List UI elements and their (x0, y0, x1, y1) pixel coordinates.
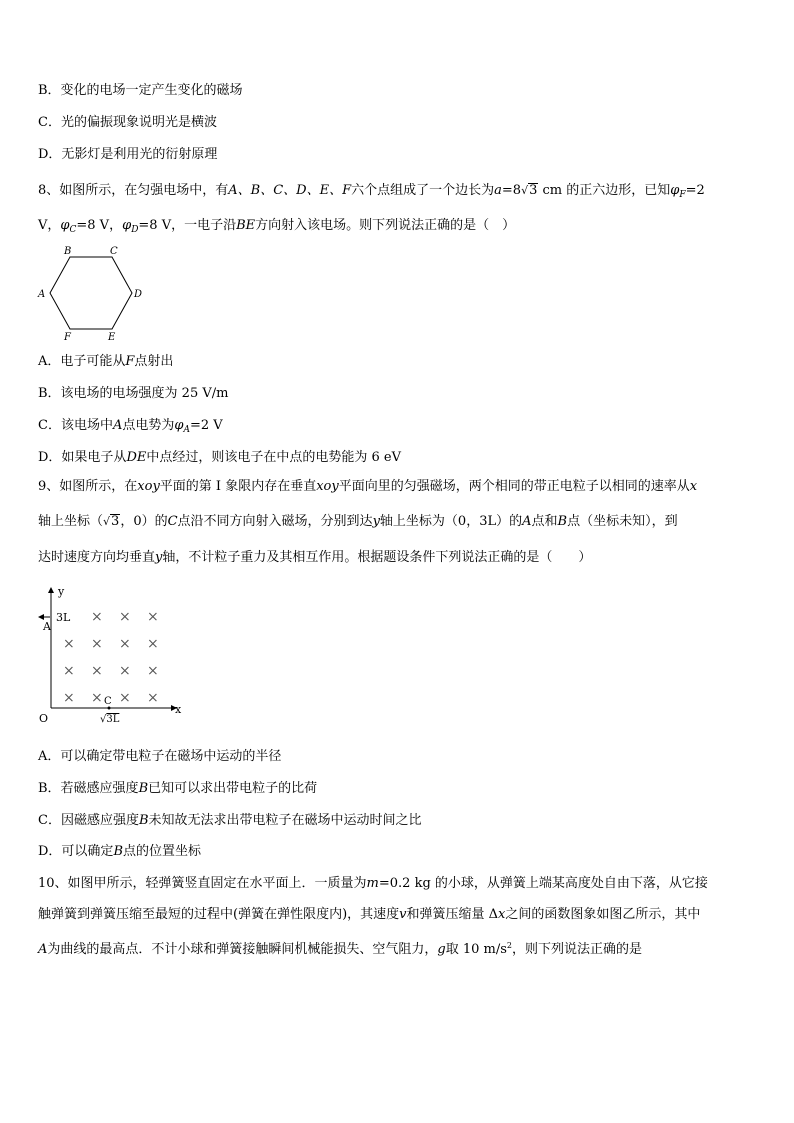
label-sqrt3l: √3L (100, 714, 120, 725)
field-cross: × (91, 609, 103, 625)
q8-option-d: D．如果电子从DE中点经过，则该电子在中点的电势能为 6 eV (38, 450, 401, 465)
field-cross: × (119, 663, 131, 679)
hexagon-figure (34, 240, 152, 346)
q9-stem-line1: 9、如图所示，在xoy平面的第 I 象限内存在垂直xoy平面向里的匀强磁场，两个相同的带正电粒子以相同的速率从x (38, 479, 698, 494)
q9-option-d: D．可以确定B点的位置坐标 (38, 844, 202, 859)
field-cross: × (63, 636, 75, 652)
field-cross: × (63, 663, 75, 679)
label-3l: 3L (56, 611, 71, 624)
q9-option-c: C．因磁感应强度B未知故无法求出带电粒子在磁场中运动时间之比 (38, 813, 422, 828)
field-cross: × (147, 663, 159, 679)
q8-stem-line2: V，$\varphi_C=8$ V，$\varphi_D=8$ V，一电子沿BE方向射入该电场。则下列说法正确的是（ ） (38, 218, 516, 235)
field-cross: × (119, 636, 131, 652)
magnetic-field-figure (36, 580, 196, 730)
hex-label-e: E (108, 332, 116, 343)
field-cross: × (91, 663, 103, 679)
field-cross: × (147, 609, 159, 625)
q7-option-b: B．变化的电场一定产生变化的磁场 (38, 83, 243, 98)
q10-stem-line2: 触弹簧到弹簧压缩至最短的过程中(弹簧在弹性限度内)，其速度v和弹簧压缩量 Δx之间的函数图象如图乙所示，其中 (38, 907, 701, 922)
field-cross: × (63, 690, 75, 706)
hex-label-f: F (64, 332, 71, 343)
field-cross: × (147, 690, 159, 706)
field-cross: × (119, 690, 131, 706)
field-cross: × (91, 636, 103, 652)
q9-option-a: A．可以确定带电粒子在磁场中运动的半径 (38, 749, 282, 764)
x-axis-label: x (175, 703, 182, 716)
point-c-label: C (104, 696, 112, 707)
q8-option-a: A．电子可能从F点射出 (38, 354, 174, 369)
hex-label-a: A (38, 289, 46, 300)
q8-stem-line1: 8、如图所示，在匀强电场中，有A、B、C、D、E、F六个点组成了一个边长为a=8√3 cm 的正六边形，已知$\varphi_F=2$ (38, 183, 705, 200)
q7-option-c: C．光的偏振现象说明光是横波 (38, 115, 217, 130)
point-a-label: A (43, 620, 51, 633)
q9-stem-line3: 达时速度方向均垂直y轴，不计粒子重力及其相互作用。根据题设条件下列说法正确的是（ ） (38, 550, 592, 565)
field-cross: × (147, 636, 159, 652)
hex-label-b: B (64, 246, 72, 257)
hex-label-c: C (110, 246, 118, 257)
q10-stem-line3: A为曲线的最高点．不计小球和弹簧接触瞬间机械能损失、空气阻力，g取 10 $m/s^2$，则下列说法正确的是 (38, 941, 643, 957)
y-axis-label: y (58, 585, 65, 598)
q9-option-b: B．若磁感应强度B已知可以求出带电粒子的比荷 (38, 781, 318, 796)
hex-label-d: D (134, 289, 143, 300)
field-cross: × (91, 690, 103, 706)
origin-label: O (39, 712, 49, 725)
q8-option-b: B．该电场的电场强度为 25 V/m (38, 386, 229, 401)
magnetic-field-crosses (63, 609, 159, 706)
q10-stem-line1: 10、如图甲所示，轻弹簧竖直固定在水平面上．一质量为m=0.2 kg 的小球，从弹簧上端某高度处自由下落，从它接 (38, 876, 708, 891)
q8-option-c: C．该电场中A点电势为$\varphi_A=2$ V (38, 418, 223, 435)
q7-option-d: D．无影灯是利用光的衍射原理 (38, 147, 218, 162)
q9-stem-line2: 轴上坐标（√3，0）的C点沿不同方向射入磁场，分别到达y轴上坐标为（0，3L）的A点和B点（坐标未知），到 (38, 514, 678, 529)
field-cross: × (119, 609, 131, 625)
